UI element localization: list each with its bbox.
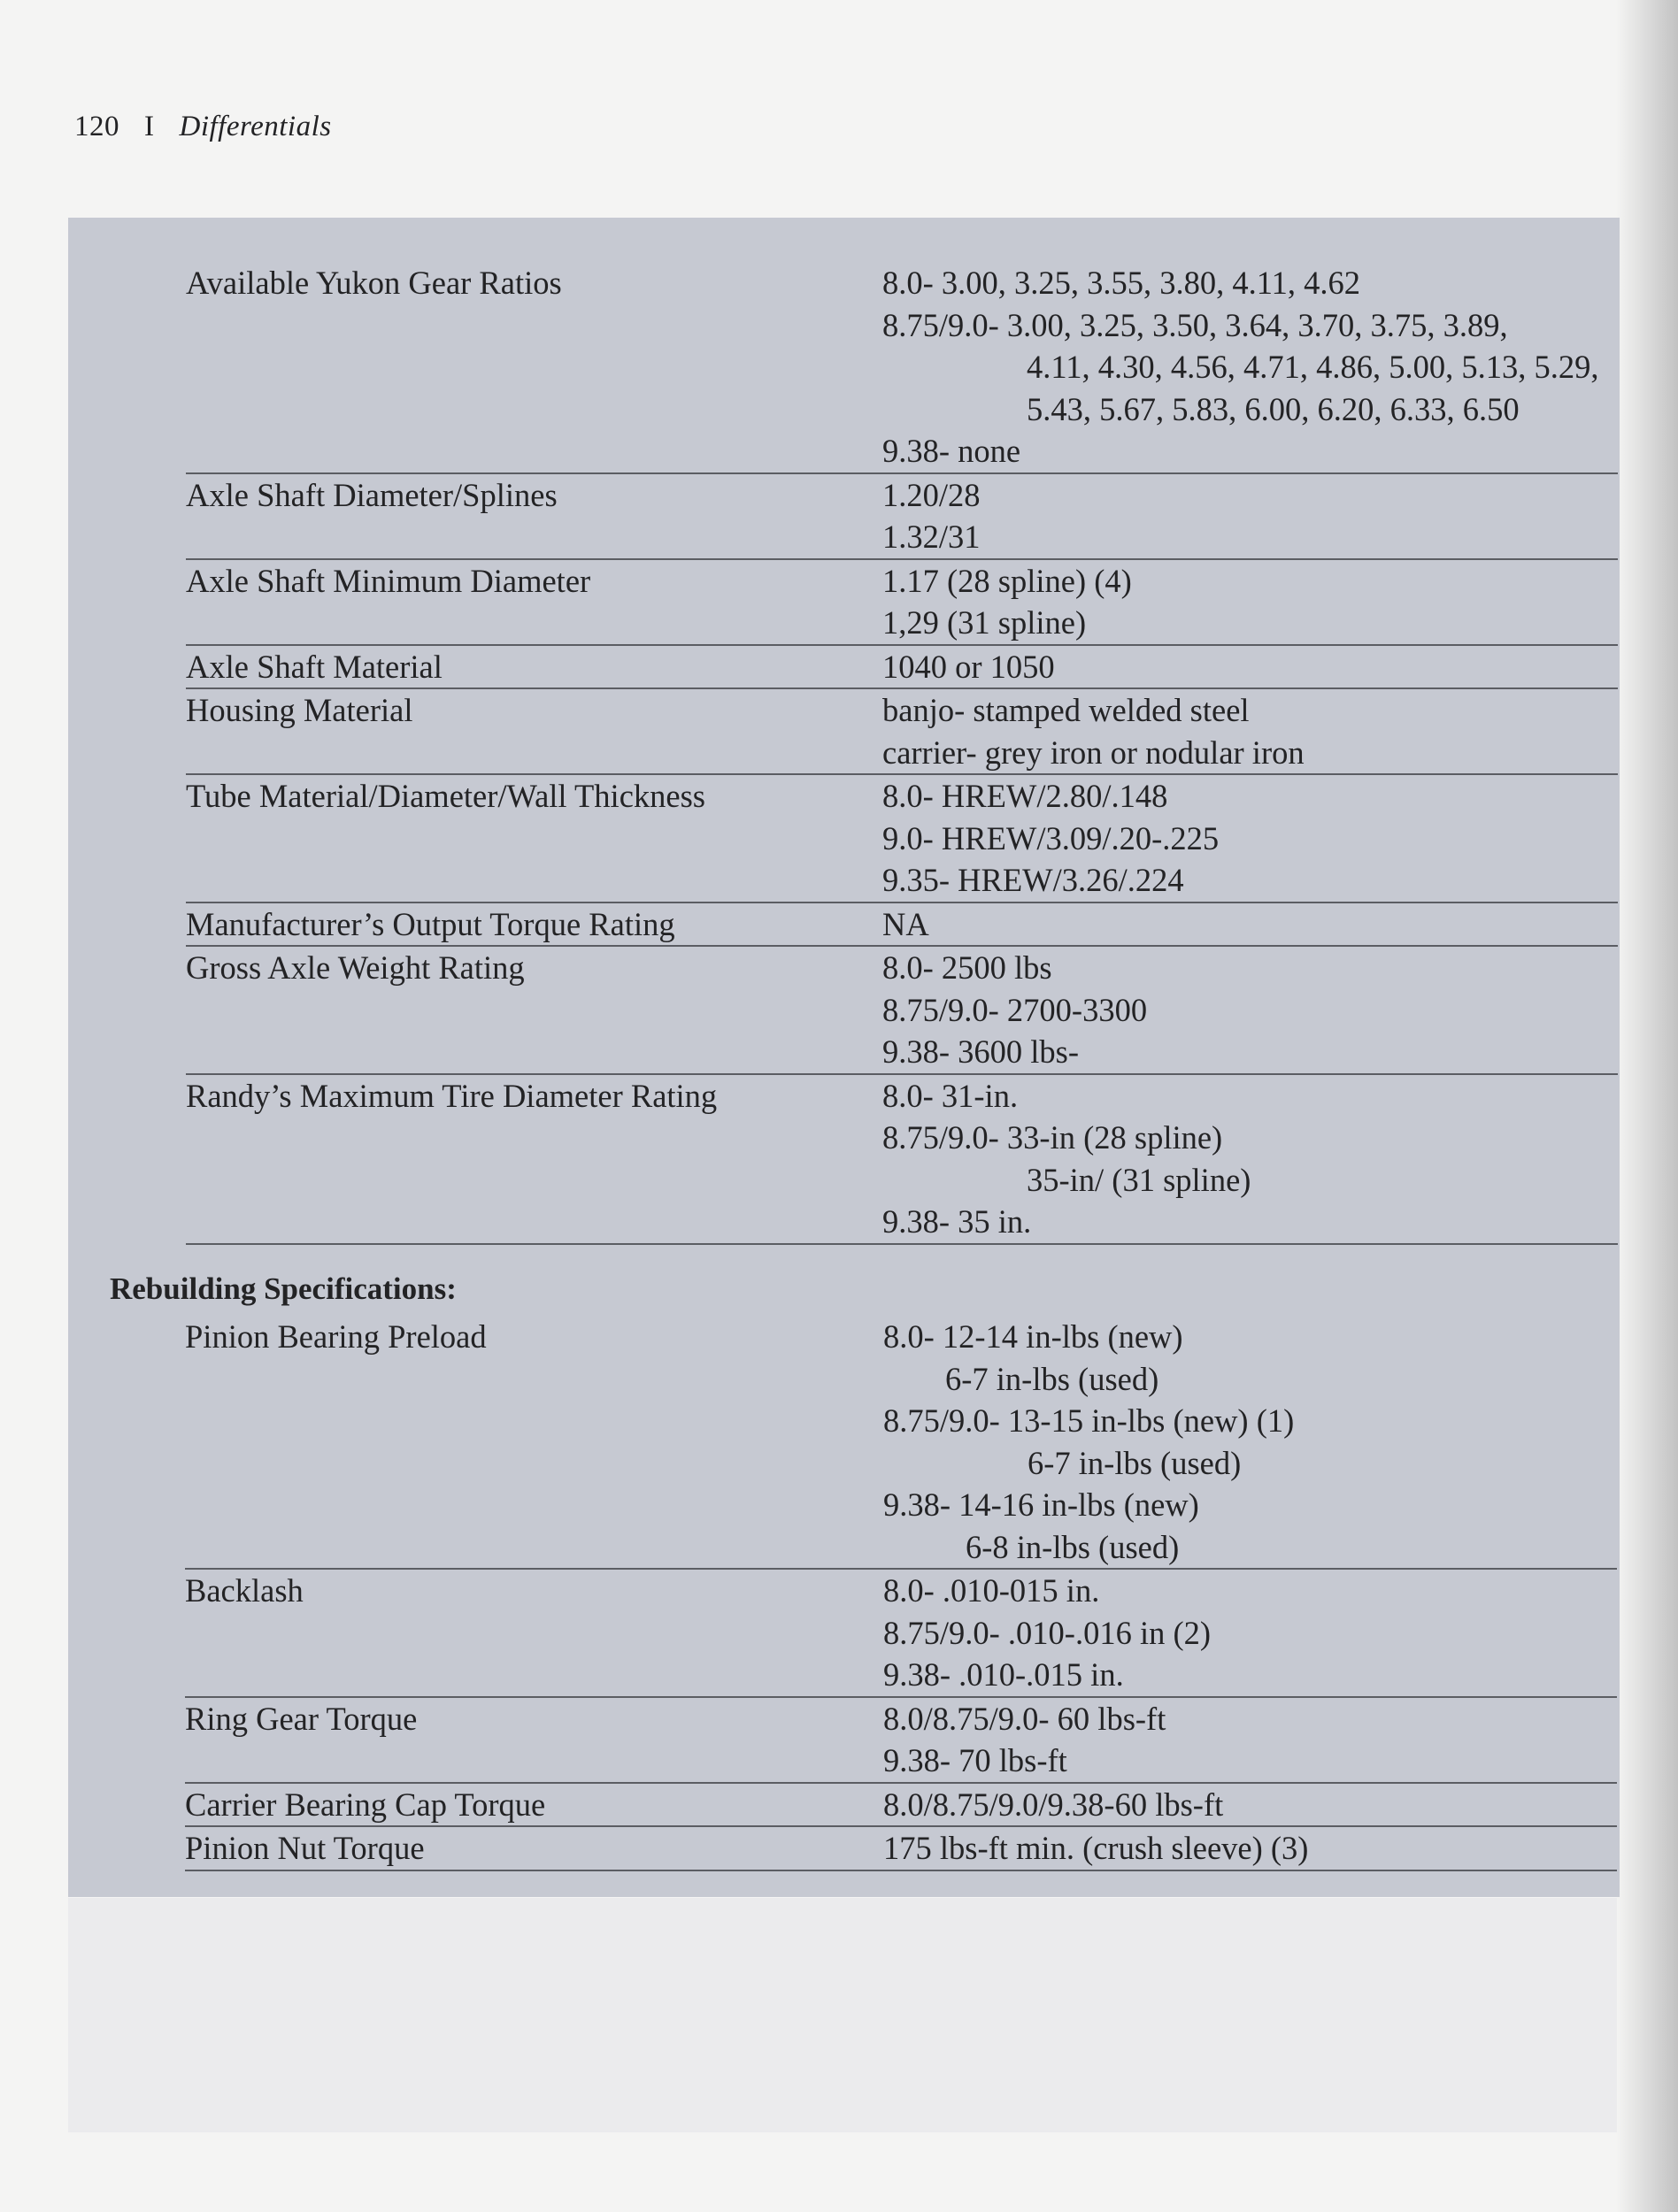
spec-value: 8.0- 12-14 in-lbs (new) bbox=[883, 1318, 1183, 1355]
spec-label: Backlash bbox=[185, 1572, 304, 1609]
spec-value: banjo- stamped welded steel bbox=[882, 692, 1250, 728]
spec-row bbox=[185, 1698, 1617, 1784]
spec-row bbox=[185, 1784, 1617, 1828]
spec-value: 8.75/9.0- 3.00, 3.25, 3.50, 3.64, 3.70, 3.75, 3.89, bbox=[882, 306, 1508, 343]
spec-label: Axle Shaft Diameter/Splines bbox=[186, 476, 558, 513]
spec-row bbox=[186, 903, 1618, 948]
spec-values bbox=[882, 903, 1618, 946]
spec-value: 9.0- HREW/3.09/.20-.225 bbox=[882, 819, 1220, 856]
spec-label: Axle Shaft Material bbox=[186, 648, 443, 685]
spec-values bbox=[882, 947, 1618, 1073]
spec-row bbox=[186, 1075, 1618, 1245]
show-through-area bbox=[68, 1898, 1617, 2132]
spec-value: 8.0/8.75/9.0- 60 lbs-ft bbox=[883, 1700, 1166, 1737]
spec-values bbox=[882, 689, 1618, 773]
spec-row bbox=[186, 262, 1618, 474]
spec-value: carrier- grey iron or nodular iron bbox=[882, 733, 1305, 771]
section-title: Differentials bbox=[179, 111, 332, 142]
spec-value: 8.75/9.0- 33-in (28 spline) bbox=[882, 1119, 1223, 1156]
rebuilding-heading: Rebuilding Specifications: bbox=[110, 1271, 457, 1306]
spec-value: 1,29 (31 spline) bbox=[882, 604, 1087, 641]
spec-label: Available Yukon Gear Ratios bbox=[186, 265, 562, 301]
spec-values bbox=[882, 262, 1618, 472]
spec-row bbox=[186, 947, 1618, 1075]
spec-value: 9.38- 14-16 in-lbs (new) bbox=[883, 1486, 1199, 1523]
spec-value: 35-in/ (31 spline) bbox=[1027, 1161, 1251, 1198]
spec-values bbox=[882, 474, 1618, 558]
spec-row bbox=[186, 474, 1618, 560]
spec-values bbox=[882, 1075, 1618, 1243]
spec-value: 8.0- .010-015 in. bbox=[883, 1572, 1100, 1609]
spec-row bbox=[186, 689, 1618, 775]
spec-label: Housing Material bbox=[186, 692, 413, 728]
spec-values bbox=[883, 1784, 1617, 1826]
spec-row bbox=[185, 1570, 1617, 1698]
spec-value: 6-7 in-lbs (used) bbox=[1028, 1444, 1242, 1481]
spec-label: Axle Shaft Minimum Diameter bbox=[186, 562, 591, 599]
spec-value: 8.0- 3.00, 3.25, 3.55, 3.80, 4.11, 4.62 bbox=[882, 265, 1361, 301]
spec-value: 9.35- HREW/3.26/.224 bbox=[882, 862, 1184, 898]
spec-value: 6-7 in-lbs (used) bbox=[945, 1360, 1159, 1397]
header-separator: I bbox=[144, 111, 155, 142]
spec-value: NA bbox=[882, 905, 929, 942]
spec-values bbox=[882, 775, 1618, 902]
spec-label: Pinion Nut Torque bbox=[185, 1830, 425, 1866]
spec-value: 9.38- 3600 lbs- bbox=[882, 1033, 1080, 1070]
spec-values bbox=[883, 1570, 1617, 1696]
spec-row bbox=[186, 560, 1618, 646]
spec-label: Manufacturer’s Output Torque Rating bbox=[186, 905, 675, 942]
spec-values bbox=[883, 1316, 1617, 1568]
spec-value: 9.38- none bbox=[882, 433, 1021, 469]
spec-row bbox=[186, 775, 1618, 903]
spec-value: 8.0/8.75/9.0/9.38-60 lbs-ft bbox=[883, 1786, 1224, 1823]
spec-values bbox=[883, 1698, 1617, 1782]
spec-label: Ring Gear Torque bbox=[185, 1700, 418, 1737]
spec-values bbox=[882, 646, 1618, 688]
spec-label: Randy’s Maximum Tire Diameter Rating bbox=[186, 1077, 718, 1114]
page-number: 120 bbox=[74, 111, 119, 142]
spec-row bbox=[185, 1316, 1617, 1570]
spec-value: 8.0- 2500 lbs bbox=[882, 949, 1052, 986]
rebuilding-table bbox=[185, 1316, 1617, 1871]
spec-label: Gross Axle Weight Rating bbox=[186, 949, 525, 986]
spec-value: 5.43, 5.67, 5.83, 6.00, 6.20, 6.33, 6.50 bbox=[1027, 390, 1520, 427]
spec-value: 8.75/9.0- 2700-3300 bbox=[882, 991, 1148, 1028]
spec-row bbox=[185, 1827, 1617, 1871]
spec-value: 4.11, 4.30, 4.56, 4.71, 4.86, 5.00, 5.13, 5.29, bbox=[1027, 349, 1599, 385]
spec-values bbox=[882, 560, 1618, 644]
spec-value: 175 lbs-ft min. (crush sleeve) (3) bbox=[883, 1830, 1309, 1866]
spec-value: 1040 or 1050 bbox=[882, 648, 1055, 685]
page-edge-shadow bbox=[1616, 0, 1678, 2212]
spec-value: 6-8 in-lbs (used) bbox=[966, 1528, 1180, 1565]
spec-value: 9.38- .010-.015 in. bbox=[883, 1656, 1124, 1693]
spec-value: 8.0- HREW/2.80/.148 bbox=[882, 778, 1168, 814]
spec-label: Carrier Bearing Cap Torque bbox=[185, 1786, 546, 1823]
spec-value: 1.32/31 bbox=[882, 518, 981, 555]
spec-table bbox=[186, 262, 1618, 1245]
spec-label: Pinion Bearing Preload bbox=[185, 1318, 487, 1355]
spec-value: 8.75/9.0- .010-.016 in (2) bbox=[883, 1614, 1212, 1651]
spec-value: 1.20/28 bbox=[882, 476, 981, 513]
spec-value: 8.75/9.0- 13-15 in-lbs (new) (1) bbox=[883, 1402, 1295, 1439]
spec-value: 9.38- 35 in. bbox=[882, 1203, 1032, 1240]
spec-value: 1.17 (28 spline) (4) bbox=[882, 562, 1132, 599]
spec-value: 9.38- 70 lbs-ft bbox=[883, 1742, 1067, 1778]
running-header bbox=[74, 111, 332, 143]
spec-label: Tube Material/Diameter/Wall Thickness bbox=[186, 778, 706, 814]
spec-value: 8.0- 31-in. bbox=[882, 1077, 1019, 1114]
spec-row bbox=[186, 646, 1618, 690]
spec-values bbox=[883, 1827, 1617, 1870]
